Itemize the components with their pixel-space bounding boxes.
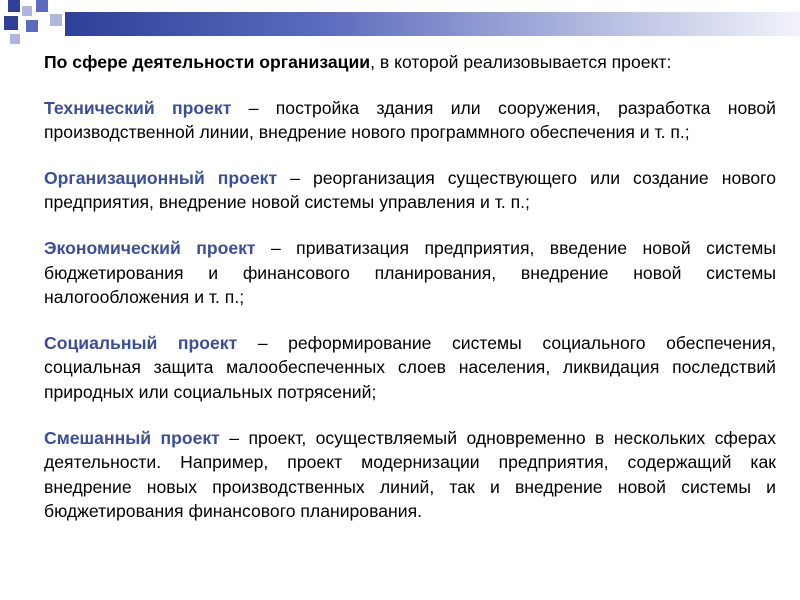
item-organizational [44,166,776,215]
header-square-7 [10,34,20,44]
header-square-6 [26,20,38,32]
item-term: Технический проект [44,97,232,118]
item-text: – проект, осуществляемый одновременно в нескольких сферах деятельности. Например, проект модернизации предприятия, содержащий как внедрение новых производственных линий, так и внедрение новой системы и бюджетирования финансового планирования. [44,427,777,522]
intro-rest: , в которой реализовывается проект: [370,52,672,72]
intro-line [44,50,776,75]
item-economic [44,236,776,310]
header-band [65,12,800,36]
item-mixed [44,426,776,524]
item-technical [44,96,776,145]
header-square-2 [22,6,32,16]
item-term: Смешанный проект [44,427,220,448]
header-square-4 [50,14,62,26]
item-term: Социальный проект [44,332,238,353]
item-text: – постройка здания или сооружения, разработка новой производственной линии, внедрение нового программного обеспечения и т. п.; [44,97,776,143]
item-social [44,331,776,405]
header-square-1 [8,0,20,12]
item-term: Экономический проект [44,237,256,258]
item-text: – приватизация предприятия, введение новой системы бюджетирования и финансового планирования, внедрение новой системы налогообложения и т. п.; [44,237,776,308]
item-text: – реформирование системы социального обеспечения, социальная защита малообеспеченных слоев населения, ликвидация последствий природных или социальных потрясений; [44,332,776,402]
item-term: Организационный проект [44,167,278,188]
intro-bold: По сфере деятельности организации [44,52,371,72]
slide-content [44,50,776,524]
header-square-3 [36,0,48,12]
header-square-5 [4,16,18,30]
item-text: – реорганизация существующего или создание нового предприятия, внедрение новой системы управления и т. п.; [44,167,776,213]
